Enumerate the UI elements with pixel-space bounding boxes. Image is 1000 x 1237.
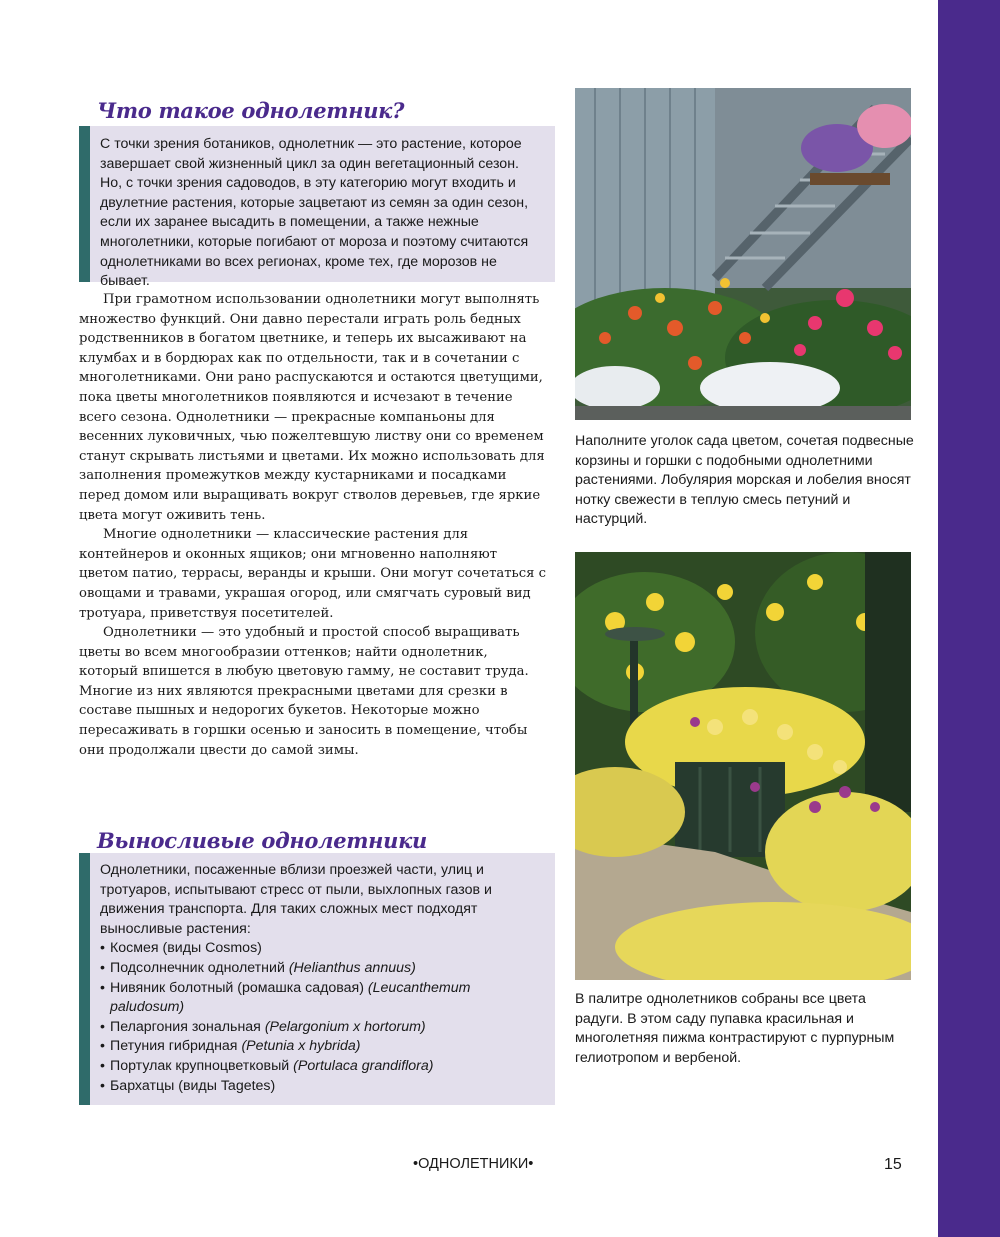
hardy-annuals-box xyxy=(79,853,555,1105)
section-heading-hardy-annuals: Выносливые однолетники xyxy=(97,828,428,853)
definition-text: С точки зрения ботаников, однолетник — это растение, которое завершает свой жизненный цикл за один вегетационный сезон. Но, с точки зрения садоводов, в эту категорию могут входить и двулетние растения, которые зацветают из семян за один сезон, если их заранее высадить в помещении, а также нежные многолетники, которые погибают от мороза и поэтому считаются однолетниками во всех регионах, кроме тех, где морозов не бывает. xyxy=(100,136,529,290)
paragraph-2: Многие однолетники — классические растения для контейнеров и оконных ящиков; они мгновенно наполняют цветом патио, террасы, веранды и крыши. Они могут сочетаться с овощами и травами, украшая огород, или смягчать суровый вид тротуара, приветствуя посетителей. xyxy=(79,527,546,621)
list-item: • Космея (виды Cosmos) xyxy=(100,939,543,959)
list-item: • Пеларгония зональная (Pelargonium x hortorum) xyxy=(100,1018,543,1038)
photo1-caption: Наполните уголок сада цветом, сочетая подвесные корзины и горшки с подобными однолетними растениями. Лобулярия морская и лобелия вносят нотку свежести в теплую смесь петуний и настурций. xyxy=(575,433,914,528)
paragraph-1: При грамотном использовании однолетники могут выполнять множество функций. Они давно перестали играть роль бедных родственников в богатом цветнике, и теперь их высаживают на клумбах и в бордюрах как по отдельности, так и в сочетании с многолетниками. Они рано распускаются и остаются цветущими, пока цветы многолетников появляются и исчезают в течение всего сезона. Однолетники — прекрасные компаньоны для весенних луковичных, чью пожелтевшую листву они со временем станут скрывать листьями и цветами. Их можно использовать для заполнения промежутков между кустарниками и посадками перед домом или выращивать вокруг стволов деревьев, где яркие цвета могут оживить тень. xyxy=(79,292,545,523)
yellow-garden-photo xyxy=(575,552,911,980)
hardy-annuals-list xyxy=(100,939,543,1096)
definition-box xyxy=(79,126,555,290)
footer-section-label: •ОДНОЛЕТНИКИ• xyxy=(413,1156,534,1172)
list-item: • Бархатцы (виды Tagetes) xyxy=(100,1077,543,1097)
list-item: • Подсолнечник однолетний (Helianthus annuus) xyxy=(100,959,543,979)
main-article-text xyxy=(79,290,549,760)
paragraph-3: Однолетники — это удобный и простой способ выращивать цветы во всем многообразии оттенков; найти однолетник, который впишется в любую цветовую гамму, не составит труда. Многие из них являются прекрасными цветами для срезки в составе пышных и недорогих букетов. Некоторые можно пересаживать в горшки осенью и заносить в помещение, чтобы они продолжали цвести до самой зимы. xyxy=(79,625,529,758)
hardy-annuals-intro: Однолетники, посаженные вблизи проезжей части, улиц и тротуаров, испытывают стресс от пыли, выхлопных газов и движения транспорта. Для таких сложных мест подходят выносливые растения: xyxy=(100,862,492,937)
photo2-caption: В палитре однолетников собраны все цвета радуги. В этом саду пупавка красильная и многолетняя пижма контрастируют с пурпурным гелиотропом и вербеной. xyxy=(575,991,895,1066)
side-color-bar xyxy=(938,0,1000,1237)
list-item: • Петуния гибридная (Petunia x hybrida) xyxy=(100,1037,543,1057)
garden-stairs-photo xyxy=(575,88,911,420)
section-heading-what-is-annual: Что такое однолетник? xyxy=(97,98,405,123)
list-item: • Портулак крупноцветковый (Portulaca grandiflora) xyxy=(100,1057,543,1077)
list-item: • Нивяник болотный (ромашка садовая) (Leucanthemum paludosum) xyxy=(100,979,543,1018)
page-number: 15 xyxy=(884,1156,902,1173)
